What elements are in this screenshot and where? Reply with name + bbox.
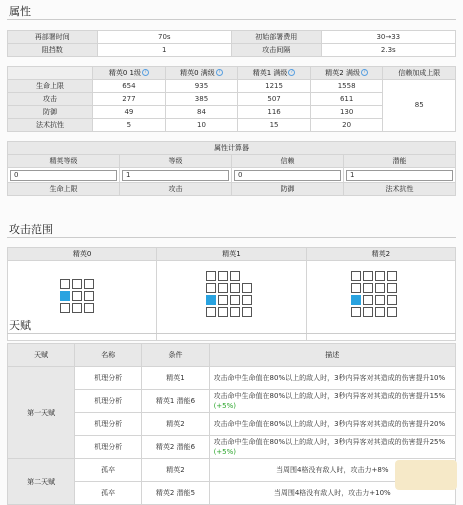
stat-value: 507	[238, 93, 311, 106]
range-tile	[60, 303, 70, 313]
table-row	[8, 482, 456, 505]
range-tile	[363, 271, 373, 281]
basic-label: 阻挡数	[8, 44, 98, 57]
talent-description: 攻击命中生命值在80%以上的敌人时，3秒内异客对其造成的伤害提升25%(+5%)	[209, 436, 455, 459]
basic-value: 1	[97, 44, 231, 57]
stat-value: 84	[165, 106, 238, 119]
range-tile	[351, 307, 361, 317]
basic-info-table	[7, 30, 456, 57]
range-tile	[363, 307, 373, 317]
basic-value: 30→33	[321, 31, 455, 44]
basic-value: 70s	[97, 31, 231, 44]
watermark-logo	[395, 460, 457, 490]
talent-description: 攻击命中生命值在80%以上的敌人时，3秒内异客对其造成的伤害提升20%	[209, 413, 455, 436]
table-row	[8, 390, 456, 413]
range-tile	[230, 271, 240, 281]
talent-table	[7, 343, 456, 505]
divider	[7, 19, 456, 20]
range-tile	[218, 307, 228, 317]
calculator-field-label: 精英等级	[8, 155, 120, 168]
range-tile	[230, 283, 240, 293]
range-tile	[218, 283, 228, 293]
table-row	[8, 459, 456, 482]
calculator-inputs-row	[8, 168, 456, 183]
table-row	[8, 80, 456, 93]
range-grid	[351, 271, 397, 317]
talent-header: 天赋	[8, 344, 75, 367]
operator-tile	[206, 295, 216, 305]
basic-label: 再部署时间	[8, 31, 98, 44]
stat-value: 277	[93, 93, 166, 106]
calculator-field-label: 潜能	[344, 155, 456, 168]
table-row	[8, 367, 456, 390]
range-tile	[72, 279, 82, 289]
calculator-results-row	[8, 183, 456, 196]
range-tile	[242, 283, 252, 293]
attributes-section	[0, 4, 463, 196]
level-input[interactable]: 1	[122, 170, 229, 181]
basic-label: 初始部署费用	[231, 31, 321, 44]
stat-value: 20	[310, 119, 383, 132]
calculator-input-cell	[344, 168, 456, 183]
stat-label: 攻击	[8, 93, 93, 106]
talent-title: 天赋	[9, 319, 31, 332]
table-row	[8, 44, 456, 57]
stat-value: 654	[93, 80, 166, 93]
talent-description: 攻击命中生命值在80%以上的敌人时，3秒内异客对其造成的伤害提升15%(+5%)	[209, 390, 455, 413]
help-icon[interactable]: ?	[142, 69, 149, 76]
calculator-result-label: 法术抗性	[344, 183, 456, 196]
range-header: 精英2	[306, 248, 455, 261]
potential-input[interactable]: 1	[346, 170, 453, 181]
stat-value: 116	[238, 106, 311, 119]
stats-table	[7, 66, 456, 132]
range-tile	[72, 303, 82, 313]
talent-condition: 精英2 潜能5	[142, 482, 209, 505]
table-row	[8, 436, 456, 459]
trust-input[interactable]: 0	[234, 170, 341, 181]
talent-condition: 精英2	[142, 459, 209, 482]
basic-label: 攻击间隔	[231, 44, 321, 57]
help-icon[interactable]: ?	[288, 69, 295, 76]
stats-header: 精英1 满级 ?	[238, 67, 311, 80]
range-header: 精英0	[8, 248, 157, 261]
calculator-result-label: 攻击	[120, 183, 232, 196]
talent-group: 第一天赋	[8, 367, 75, 459]
range-tile	[206, 307, 216, 317]
stats-header-row	[8, 67, 456, 80]
range-tile	[206, 283, 216, 293]
talent-name: 机理分析	[75, 413, 142, 436]
stats-header: 精英2 满级 ?	[310, 67, 383, 80]
basic-value: 2.3s	[321, 44, 455, 57]
operator-tile	[351, 295, 361, 305]
empty-tile	[96, 291, 106, 301]
stat-value: 49	[93, 106, 166, 119]
stat-label: 法术抗性	[8, 119, 93, 132]
calculator-title-row	[8, 142, 456, 155]
operator-tile	[60, 291, 70, 301]
talent-header-row	[8, 344, 456, 367]
range-tile	[375, 283, 385, 293]
range-tile	[363, 295, 373, 305]
stat-value: 1215	[238, 80, 311, 93]
range-tile	[230, 295, 240, 305]
calculator-field-label: 信赖	[232, 155, 344, 168]
stat-value: 10	[165, 119, 238, 132]
talent-condition: 精英2	[142, 413, 209, 436]
talent-header: 名称	[75, 344, 142, 367]
calculator-result-label: 生命上限	[8, 183, 120, 196]
range-header-row	[8, 248, 456, 261]
range-tile	[206, 271, 216, 281]
stats-header: 精英0 1级 ?	[93, 67, 166, 80]
stat-value: 611	[310, 93, 383, 106]
talent-name: 机理分析	[75, 436, 142, 459]
range-tile	[387, 283, 397, 293]
calculator-result-label: 防御	[232, 183, 344, 196]
range-tile	[242, 307, 252, 317]
attributes-title: 属性	[9, 5, 31, 18]
stat-value: 5	[93, 119, 166, 132]
stat-label: 防御	[8, 106, 93, 119]
help-icon[interactable]: ?	[361, 69, 368, 76]
range-tile	[375, 295, 385, 305]
range-tile	[84, 303, 94, 313]
range-grid	[206, 271, 252, 317]
talent-condition: 精英1	[142, 367, 209, 390]
range-tile	[375, 307, 385, 317]
empty-header	[8, 67, 93, 80]
talent-name: 孤卒	[75, 459, 142, 482]
stat-value: 385	[165, 93, 238, 106]
divider	[7, 333, 456, 334]
range-tile	[230, 307, 240, 317]
talent-name: 机理分析	[75, 390, 142, 413]
table-row	[8, 31, 456, 44]
help-icon[interactable]: ?	[216, 69, 223, 76]
stat-value: 935	[165, 80, 238, 93]
calculator-input-cell	[232, 168, 344, 183]
range-tile	[84, 279, 94, 289]
range-grid	[60, 279, 106, 313]
stats-header: 精英0 满级 ?	[165, 67, 238, 80]
calculator-input-cell	[120, 168, 232, 183]
range-tile	[242, 295, 252, 305]
table-row	[8, 413, 456, 436]
range-tile	[84, 291, 94, 301]
calculator-table	[7, 141, 456, 196]
talent-section	[0, 318, 463, 505]
calculator-input-cell	[8, 168, 120, 183]
range-tile	[351, 271, 361, 281]
talent-group: 第二天赋	[8, 459, 75, 505]
stats-header: 信赖加成上限	[383, 67, 456, 80]
elite-level-input[interactable]: 0	[10, 170, 117, 181]
range-tile	[387, 307, 397, 317]
range-tile	[387, 271, 397, 281]
calculator-fields-row	[8, 155, 456, 168]
talent-header: 条件	[142, 344, 209, 367]
talent-name: 机理分析	[75, 367, 142, 390]
range-tile	[375, 271, 385, 281]
range-tile	[387, 295, 397, 305]
stat-label: 生命上限	[8, 80, 93, 93]
talent-name: 孤卒	[75, 482, 142, 505]
talent-header: 描述	[209, 344, 455, 367]
calculator-title: 属性计算器	[8, 142, 456, 155]
range-title: 攻击范围	[9, 223, 53, 236]
stat-value: 1558	[310, 80, 383, 93]
talent-description: 当周围4格没有敌人时，攻击力+10%	[209, 482, 455, 505]
empty-tile	[96, 303, 106, 313]
talent-description: 攻击命中生命值在80%以上的敌人时，3秒内异客对其造成的伤害提升10%	[209, 367, 455, 390]
trust-bonus: 85	[383, 80, 456, 132]
talent-description: 当周围4格没有敌人时，攻击力+8%	[209, 459, 455, 482]
range-tile	[72, 291, 82, 301]
range-tile	[60, 279, 70, 289]
talent-condition: 精英2 潜能6	[142, 436, 209, 459]
range-tile	[218, 271, 228, 281]
stat-value: 130	[310, 106, 383, 119]
stat-value: 15	[238, 119, 311, 132]
talent-condition: 精英1 潜能6	[142, 390, 209, 413]
empty-tile	[96, 279, 106, 289]
calculator-field-label: 等级	[120, 155, 232, 168]
range-tile	[218, 295, 228, 305]
range-header: 精英1	[157, 248, 306, 261]
empty-tile	[242, 271, 252, 281]
divider	[7, 237, 456, 238]
range-tile	[351, 283, 361, 293]
range-tile	[363, 283, 373, 293]
